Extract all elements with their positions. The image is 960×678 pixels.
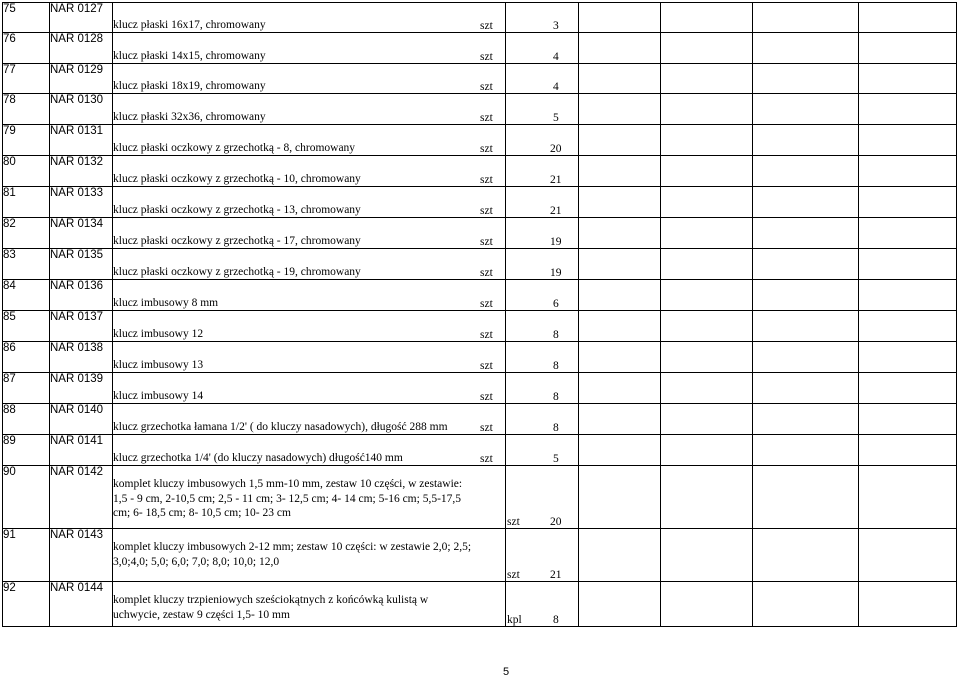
item-code: NAR 0143 (50, 529, 113, 582)
item-name: klucz grzechotka 1/4' (do kluczy nasadowych) długość140 mm (113, 452, 403, 464)
item-code: NAR 0130 (50, 94, 113, 125)
item-unit: szt (507, 516, 520, 528)
item-description-cell (113, 94, 559, 125)
item-code: NAR 0131 (50, 125, 113, 156)
item-name: komplet kluczy imbusowych 1,5 mm-10 mm, zestaw 10 części, w zestawie: 1,5 - 9 cm, 2-10,5 cm; 2,5 - 11 cm; 3- 12,5 cm; 4- 14 cm; 5-16 cm; 5,5-17,5 cm; 6- 18,5 cm; 8- 10,5 cm; 10- 23 cm (113, 478, 463, 519)
row-number: 90 (3, 466, 50, 529)
empty-cell (859, 156, 957, 187)
item-unit: kpl (507, 614, 522, 626)
table-row (3, 529, 957, 582)
item-unit: szt (480, 143, 493, 155)
empty-cell (506, 280, 579, 311)
item-description-cell (113, 373, 559, 404)
empty-cell (753, 249, 859, 280)
item-description-cell (113, 529, 562, 582)
row-number: 77 (3, 64, 50, 94)
item-description-cell (113, 218, 562, 249)
row-number: 79 (3, 125, 50, 156)
item-quantity: 5 (553, 453, 559, 465)
empty-cell (753, 373, 859, 404)
item-code: NAR 0137 (50, 311, 113, 342)
empty-cell (579, 249, 661, 280)
empty-cell (859, 311, 957, 342)
empty-cell (661, 218, 753, 249)
item-quantity: 6 (553, 298, 559, 310)
empty-cell (506, 33, 579, 64)
empty-cell (661, 187, 753, 218)
empty-cell (859, 466, 957, 529)
row-number: 83 (3, 249, 50, 280)
item-unit: szt (480, 422, 493, 434)
table-row (3, 156, 957, 187)
item-name: klucz płaski oczkowy z grzechotką - 10, chromowany (113, 173, 361, 185)
row-number: 91 (3, 529, 50, 582)
empty-cell (661, 404, 753, 435)
empty-cell (506, 342, 579, 373)
row-number: 88 (3, 404, 50, 435)
item-unit: szt (480, 51, 493, 63)
table-row (3, 125, 957, 156)
empty-cell (579, 33, 661, 64)
table-row (3, 280, 957, 311)
item-name: komplet kluczy imbusowych 2-12 mm; zestaw 10 części: w zestawie 2,0; 2,5; 3,0;4,0; 5,0; 6,0; 7,0; 8,0; 10,0; 12,0 (113, 541, 472, 568)
item-code: NAR 0142 (50, 466, 113, 529)
item-quantity: 8 (553, 422, 559, 434)
item-description-cell (113, 466, 562, 529)
item-code: NAR 0139 (50, 373, 113, 404)
item-name: klucz płaski 14x15, chromowany (113, 50, 266, 62)
table-row (3, 466, 957, 529)
table-row (3, 64, 957, 94)
item-description-cell (113, 280, 559, 311)
empty-cell (506, 311, 579, 342)
empty-cell (579, 280, 661, 311)
empty-cell (579, 582, 661, 627)
row-number: 87 (3, 373, 50, 404)
item-code: NAR 0134 (50, 218, 113, 249)
item-name: klucz płaski oczkowy z grzechotką - 13, chromowany (113, 204, 361, 216)
empty-cell (859, 33, 957, 64)
item-description-cell (113, 156, 562, 187)
item-code: NAR 0140 (50, 404, 113, 435)
item-name: klucz płaski 16x17, chromowany (113, 19, 266, 31)
empty-cell (579, 342, 661, 373)
empty-cell (859, 125, 957, 156)
empty-cell (859, 187, 957, 218)
item-quantity: 21 (550, 205, 562, 217)
item-description-cell (113, 342, 559, 373)
empty-cell (579, 311, 661, 342)
item-code: NAR 0135 (50, 249, 113, 280)
item-name: klucz imbusowy 14 (113, 390, 204, 402)
empty-cell (506, 435, 579, 466)
item-name: klucz imbusowy 13 (113, 359, 204, 371)
empty-cell (661, 280, 753, 311)
empty-cell (661, 3, 753, 33)
item-code: NAR 0138 (50, 342, 113, 373)
empty-cell (661, 33, 753, 64)
row-number: 85 (3, 311, 50, 342)
item-code: NAR 0144 (50, 582, 113, 627)
item-name: klucz imbusowy 8 mm (113, 297, 219, 309)
table-row (3, 94, 957, 125)
empty-cell (506, 3, 579, 33)
item-unit: szt (480, 453, 493, 465)
item-unit: szt (480, 391, 493, 403)
item-name: klucz płaski 18x19, chromowany (113, 80, 266, 92)
item-code: NAR 0132 (50, 156, 113, 187)
row-number: 78 (3, 94, 50, 125)
empty-cell (661, 529, 753, 582)
empty-cell (506, 94, 579, 125)
empty-cell (579, 94, 661, 125)
table-row (3, 33, 957, 64)
empty-cell (859, 218, 957, 249)
item-code: NAR 0127 (50, 3, 113, 33)
item-quantity: 8 (553, 391, 559, 403)
empty-cell (661, 94, 753, 125)
empty-cell (859, 342, 957, 373)
table-row (3, 582, 957, 627)
item-quantity: 8 (553, 360, 559, 372)
empty-cell (753, 125, 859, 156)
empty-cell (579, 373, 661, 404)
item-description-cell (113, 435, 559, 466)
empty-cell (753, 404, 859, 435)
empty-cell (753, 94, 859, 125)
item-quantity: 19 (550, 267, 562, 279)
item-unit: szt (480, 174, 493, 186)
empty-cell (506, 64, 579, 94)
empty-cell (661, 156, 753, 187)
empty-cell (661, 342, 753, 373)
item-name: klucz płaski oczkowy z grzechotką - 17, chromowany (113, 235, 361, 247)
item-code: NAR 0129 (50, 64, 113, 94)
item-code: NAR 0136 (50, 280, 113, 311)
item-description-cell (113, 64, 559, 94)
empty-cell (859, 404, 957, 435)
row-number: 81 (3, 187, 50, 218)
empty-cell (859, 373, 957, 404)
empty-cell (753, 64, 859, 94)
empty-cell (506, 404, 579, 435)
empty-cell (859, 582, 957, 627)
empty-cell (859, 435, 957, 466)
item-description-cell (113, 125, 562, 156)
empty-cell (579, 187, 661, 218)
item-name: komplet kluczy trzpieniowych sześciokątnych z końcówką kulistą w uchwycie, zestaw 9 części 1,5- 10 mm (113, 594, 429, 621)
row-number: 89 (3, 435, 50, 466)
empty-cell (753, 33, 859, 64)
item-unit: szt (480, 329, 493, 341)
item-unit: szt (480, 205, 493, 217)
empty-cell (859, 249, 957, 280)
row-number: 76 (3, 33, 50, 64)
item-description-cell (113, 404, 559, 435)
row-number: 86 (3, 342, 50, 373)
table-row (3, 373, 957, 404)
item-description-cell (113, 582, 559, 627)
item-unit: szt (480, 236, 493, 248)
item-name: klucz płaski oczkowy z grzechotką - 19, chromowany (113, 266, 361, 278)
table-row (3, 187, 957, 218)
empty-cell (753, 156, 859, 187)
item-quantity: 21 (550, 569, 562, 581)
item-quantity: 20 (550, 516, 562, 528)
empty-cell (579, 529, 661, 582)
empty-cell (661, 435, 753, 466)
table-row (3, 435, 957, 466)
empty-cell (753, 3, 859, 33)
item-description-cell (113, 311, 559, 342)
item-code: NAR 0128 (50, 33, 113, 64)
table-row (3, 249, 957, 280)
empty-cell (859, 64, 957, 94)
empty-cell (753, 582, 859, 627)
empty-cell (661, 466, 753, 529)
item-description-cell (113, 249, 562, 280)
row-number: 75 (3, 3, 50, 33)
empty-cell (579, 218, 661, 249)
row-number: 80 (3, 156, 50, 187)
item-name: klucz płaski 32x36, chromowany (113, 111, 266, 123)
item-unit: szt (480, 112, 493, 124)
empty-cell (579, 3, 661, 33)
empty-cell (579, 156, 661, 187)
empty-cell (661, 311, 753, 342)
item-quantity: 8 (553, 329, 559, 341)
page-number: 5 (503, 666, 510, 678)
item-unit: szt (507, 569, 520, 581)
row-number: 84 (3, 280, 50, 311)
item-unit: szt (480, 20, 493, 32)
item-name: klucz imbusowy 12 (113, 328, 204, 340)
item-unit: szt (480, 267, 493, 279)
empty-cell (661, 582, 753, 627)
empty-cell (753, 311, 859, 342)
item-quantity: 19 (550, 236, 562, 248)
item-code: NAR 0141 (50, 435, 113, 466)
item-quantity: 21 (550, 174, 562, 186)
empty-cell (579, 466, 661, 529)
empty-cell (579, 435, 661, 466)
empty-cell (859, 3, 957, 33)
empty-cell (579, 64, 661, 94)
empty-cell (753, 435, 859, 466)
empty-cell (506, 218, 579, 249)
item-quantity: 5 (553, 112, 559, 124)
item-description-cell (113, 187, 562, 218)
empty-cell (506, 249, 579, 280)
row-number: 92 (3, 582, 50, 627)
table-row (3, 342, 957, 373)
table-row (3, 3, 957, 33)
empty-cell (859, 280, 957, 311)
item-name: klucz płaski oczkowy z grzechotką - 8, chromowany (113, 142, 356, 154)
empty-cell (506, 125, 579, 156)
empty-cell (753, 280, 859, 311)
table-row (3, 311, 957, 342)
empty-cell (661, 249, 753, 280)
inventory-table (2, 2, 957, 627)
item-description-cell (113, 33, 559, 64)
empty-cell (661, 373, 753, 404)
empty-cell (753, 187, 859, 218)
empty-cell (661, 125, 753, 156)
row-number: 82 (3, 218, 50, 249)
item-quantity: 3 (553, 20, 559, 32)
item-quantity: 4 (553, 51, 559, 63)
item-name: klucz grzechotka łamana 1/2' ( do kluczy nasadowych), długość 288 mm (113, 421, 448, 433)
empty-cell (506, 156, 579, 187)
table-row (3, 218, 957, 249)
item-description-cell (113, 3, 559, 33)
item-quantity: 8 (553, 614, 559, 626)
empty-cell (661, 64, 753, 94)
item-unit: szt (480, 360, 493, 372)
empty-cell (753, 529, 859, 582)
empty-cell (753, 466, 859, 529)
empty-cell (579, 125, 661, 156)
empty-cell (753, 218, 859, 249)
empty-cell (506, 187, 579, 218)
item-quantity: 20 (550, 143, 562, 155)
empty-cell (579, 404, 661, 435)
empty-cell (859, 529, 957, 582)
table-row (3, 404, 957, 435)
item-quantity: 4 (553, 81, 559, 93)
empty-cell (753, 342, 859, 373)
item-unit: szt (480, 298, 493, 310)
item-unit: szt (480, 81, 493, 93)
empty-cell (506, 373, 579, 404)
empty-cell (859, 94, 957, 125)
item-code: NAR 0133 (50, 187, 113, 218)
